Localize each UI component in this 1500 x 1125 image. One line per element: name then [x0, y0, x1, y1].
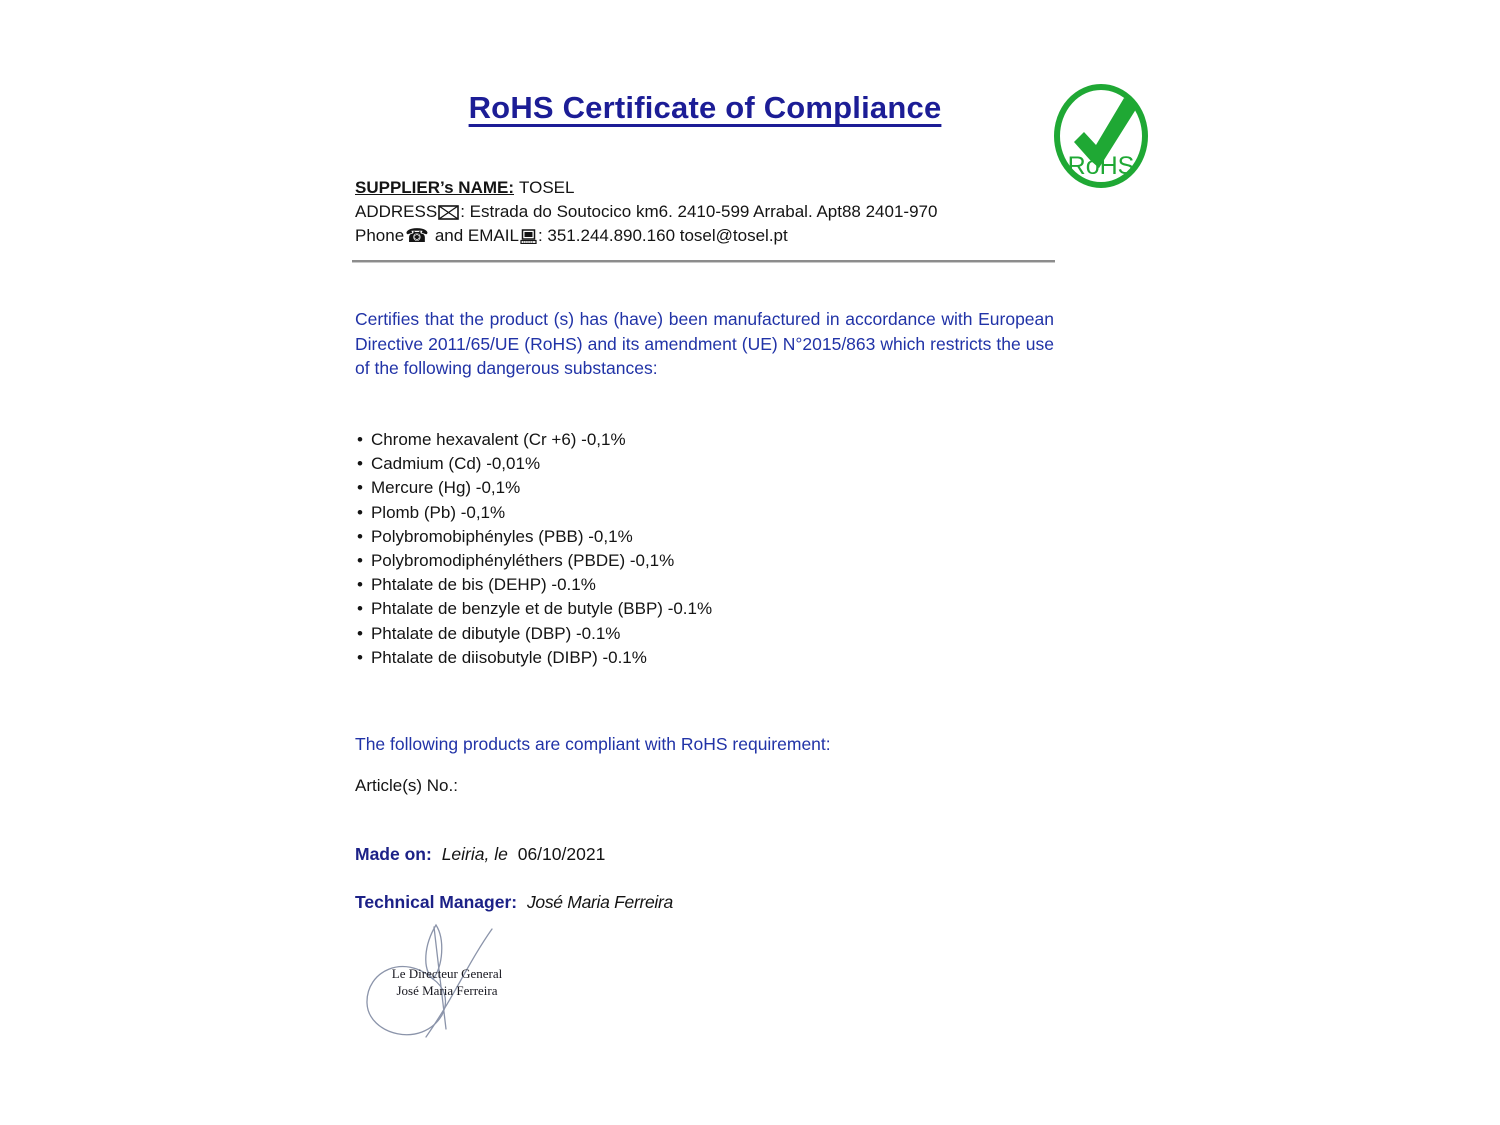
compliance-statement: The following products are compliant with RoHS requirement:: [355, 734, 831, 754]
phone-label: Phone: [355, 226, 405, 245]
telephone-icon: ☎: [405, 225, 429, 247]
substance-item: [357, 452, 712, 476]
substance-text: • Plomb (Pb) -0,1%: [370, 502, 506, 522]
logo-label: RoHS: [1067, 152, 1135, 180]
signature-line2: José Maria Ferreira: [396, 983, 498, 998]
substance-text: • Phtalate de dibutyle (DBP) -0.1%: [370, 623, 621, 643]
supplier-block: [355, 176, 937, 248]
rohs-logo: [1052, 82, 1150, 190]
substances-list: [357, 428, 712, 670]
phone-email-value: : 351.244.890.160 tosel@tosel.pt: [537, 226, 788, 245]
substance-item: [357, 549, 712, 573]
certification-paragraph: Certifies that the product (s) has (have) been manufactured in accordance with European Directive 2011/65/UE (RoHS) and its amendment (UE) N°2015/863 which restricts the use of the following dangerous substances:: [355, 309, 1054, 378]
substance-text: • Polybromodiphényléthers (PBDE) -0,1%: [370, 551, 675, 571]
substance-text: • Chrome hexavalent (Cr +6) -0,1%: [370, 430, 626, 449]
supplier-contact-line: [355, 224, 937, 248]
article-number-label: Article(s) No.:: [355, 776, 458, 795]
substance-item: [357, 476, 712, 500]
substance-text: • Polybromobiphényles (PBB) -0,1%: [370, 526, 633, 546]
substance-text: • Phtalate de bis (DEHP) -0.1%: [370, 575, 596, 595]
substance-item: [357, 573, 712, 597]
substance-item: [357, 646, 712, 670]
made-on-place: Leiria, le: [441, 844, 508, 864]
substance-text: • Mercure (Hg) -0,1%: [370, 478, 521, 498]
substance-item: [357, 597, 712, 621]
substance-item: [357, 525, 712, 549]
technical-manager-label: Technical Manager:: [355, 892, 518, 912]
made-on-label: Made on:: [355, 844, 432, 864]
substance-item: [357, 622, 712, 646]
signature-line1: Le Directeur General: [391, 966, 503, 981]
made-on-date: 06/10/2021: [517, 844, 606, 864]
supplier-name-line: [355, 176, 937, 200]
computer-icon: [520, 229, 537, 244]
supplier-address-line: [355, 200, 937, 224]
signature-text: [387, 965, 507, 999]
substance-text: • Phtalate de diisobutyle (DIBP) -0.1%: [370, 647, 647, 667]
address-value: : Estrada do Soutocico km6. 2410-599 Arrabal. Apt88 2401-970: [460, 202, 938, 221]
envelope-icon: [438, 205, 459, 220]
substance-item: [357, 428, 712, 452]
substance-text: • Phtalate de benzyle et de butyle (BBP) -0.1%: [370, 599, 713, 619]
supplier-name-label: SUPPLIER’s NAME:: [355, 178, 515, 197]
substance-text: • Cadmium (Cd) -0,01%: [370, 454, 541, 474]
made-on-line: [355, 844, 605, 865]
technical-manager-line: [355, 892, 673, 913]
supplier-name-value: TOSEL: [519, 178, 575, 197]
section-divider: [352, 260, 1055, 263]
address-label: ADDRESS: [355, 202, 438, 221]
substance-item: [357, 501, 712, 525]
technical-manager-name: José Maria Ferreira: [526, 892, 673, 912]
email-label: and EMAIL: [434, 226, 519, 245]
rohs-logo-graphic: [1052, 82, 1150, 190]
page-title: RoHS Certificate of Compliance: [468, 90, 942, 125]
signature-block: [352, 915, 512, 1055]
